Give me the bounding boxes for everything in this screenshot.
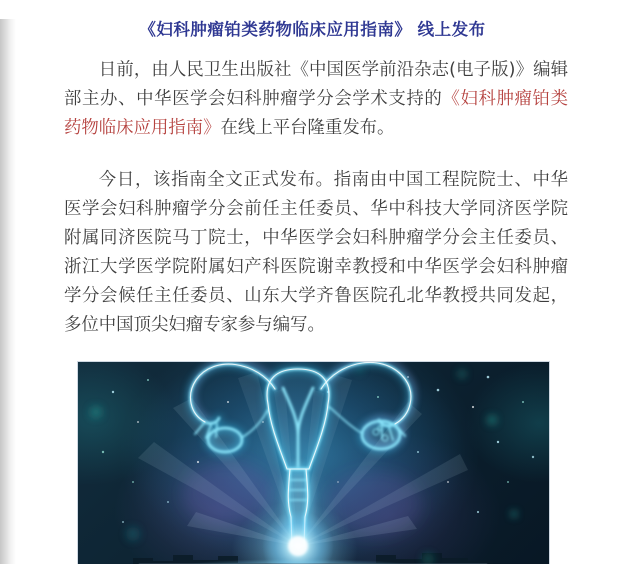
ovary-right	[362, 421, 400, 449]
paragraph-intro	[64, 56, 568, 143]
article-page	[0, 19, 625, 564]
paragraph-details: 今日，该指南全文正式发布。指南由中国工程院院士、中华医学会妇科肿瘤学分会前任主任委员、华中科技大学同济医学院附属同济医院马丁院士，中华医学会妇科肿瘤学分会主任委员、浙江大学医学院附属妇产科医院谢幸教授和中华医学会妇科肿瘤学分会候任主任委员、山东大学齐鲁医院孔北华教授共同发起，多位中国顶尖妇瘤专家参与编写。	[64, 170, 568, 335]
page-left-edge-shadow	[0, 19, 16, 564]
uterus-hologram-illustration	[78, 362, 549, 564]
intro-text-after: 在线上平台隆重发布。	[220, 118, 395, 138]
glow-burst-core	[288, 536, 308, 556]
guide-name-highlight: 《妇科肿瘤铂类药物临床应用指南》	[64, 89, 568, 138]
article-title: 《妇科肿瘤铂类药物临床应用指南》 线上发布	[139, 20, 486, 39]
ovary-left	[208, 428, 242, 452]
uterus-hologram-photo[interactable]	[77, 361, 550, 564]
intro-text-before: 日前，由人民卫生出版社《中国医学前沿杂志(电子版)》编辑部主办、中华医学会妇科肿瘤学分会学术支持的	[64, 60, 568, 109]
